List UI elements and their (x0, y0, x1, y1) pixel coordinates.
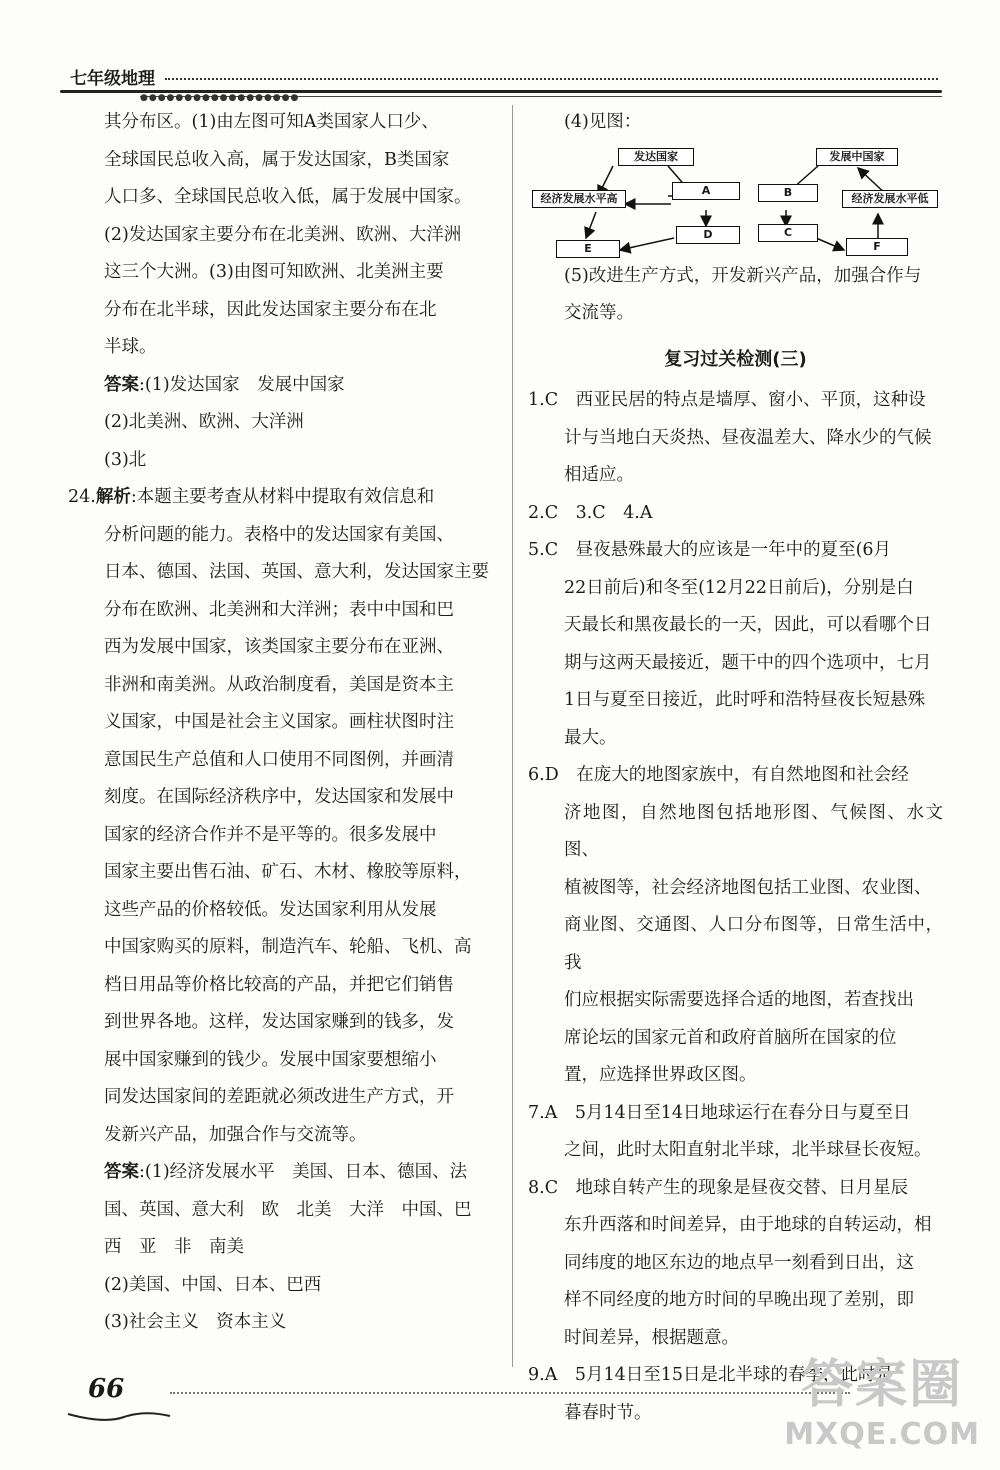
box-c: C (758, 224, 818, 242)
q23-answer-line-2: (2)北美洲、欧洲、大洋洲 (104, 412, 304, 432)
q24-line: 档日用品等价格比较高的产品，并把它们销售 (104, 974, 454, 995)
answer-item-line: 济地图，自然地图包括地形图、气候图、水文图、 (564, 802, 943, 860)
answer-label: 答案 (104, 374, 139, 395)
answer-item-line: 东升西落和时间差异，由于地球的自转运动，相 (564, 1215, 932, 1235)
answer-item-line: 1日与夏至日接近，此时呼和浩特昼夜长短悬殊 (564, 690, 926, 710)
q23-explanation (68, 104, 498, 367)
answer-item-line: 植被图等，社会经济地图包括工业图、农业图、 (564, 877, 932, 898)
watermark-url: MXQE.COM (784, 1417, 980, 1452)
answer-item-line: 商业图、交通图、人口分布图等，日常生活中，我 (564, 915, 943, 973)
q23-line: 这三个大洲。(3)由图可知欧洲、北美洲主要 (104, 262, 444, 282)
q23-answer-line-1 (68, 367, 498, 405)
answer-text: :(1)发达国家 发展中国家 (139, 374, 345, 395)
q24-line: 到世界各地。这样，发达国家赚到的钱多，发 (104, 1012, 454, 1032)
answer-item-first-line: 5.C 昼夜悬殊最大的应该是一年中的夏至(6月 (528, 540, 892, 560)
answer-item-line: 之间，此时太阳直射北半球，北半球昼长夜短。 (564, 1140, 932, 1160)
q23-line: 分布在北半球，因此发达国家主要分布在北 (104, 299, 437, 320)
answer-item-line: 暮春时节。 (564, 1402, 652, 1423)
right-column (528, 104, 943, 1432)
answer-item-first-line: 6.D 在庞大的地图家族中，有自然地图和社会经 (528, 765, 909, 785)
q23-line: 全球国民总收入高，属于发达国家，B类国家 (104, 149, 450, 170)
answer-item-first-line: 7.A 5月14日至14日地球运行在春分日与夏至日 (528, 1102, 911, 1123)
box-e: E (556, 240, 620, 258)
q23-line: (2)发达国家主要分布在北美洲、欧洲、大洋洲 (104, 224, 462, 245)
q24-line: 这些产品的价格较低。发达国家利用从发展 (104, 899, 437, 920)
answer-item-line: 最大。 (564, 727, 617, 748)
answer-item-first-line: 9.A 5月14日至15日是北半球的春季，此时是 (528, 1365, 894, 1385)
q24-line: 分布在欧洲、北美洲和大洋洲；表中中国和巴 (104, 599, 454, 620)
q23-line: 半球。 (104, 337, 157, 357)
analysis-label: 解析 (95, 487, 131, 507)
q24-line: 义国家，中国是社会主义国家。画柱状图时注 (104, 712, 454, 732)
q24-answer-line: 国、英国、意大利 欧 北美 大洋 中国、巴 (104, 1199, 472, 1220)
answer-item-line: 同纬度的地区东边的地点早一刻看到日出，这 (564, 1252, 914, 1273)
q24-line: 日本、德国、法国、英国、意大利，发达国家主要 (104, 562, 489, 582)
item5-line-2: 交流等。 (564, 303, 634, 323)
q24-number: 24. (68, 487, 96, 507)
q24-answer-line: (3)社会主义 资本主义 (104, 1312, 287, 1332)
left-column (68, 104, 498, 1342)
item5-line-1: (5)改进生产方式，开发新兴产品，加强合作与 (564, 265, 922, 286)
answer-item-line: 样不同经度的地方时间的早晚出现了差别，即 (564, 1290, 914, 1310)
q24-line: 同发达国家间的差距就必须改进生产方式，开 (104, 1087, 454, 1107)
answer-item-line: 置，应选择世界政区图。 (564, 1065, 757, 1085)
q24-answer-line: (2)美国、中国、日本、巴西 (104, 1274, 322, 1295)
q23-line: 人口多、全球国民总收入低，属于发展中国家。 (104, 187, 472, 207)
q24-answer (68, 1192, 498, 1342)
answer-item-line: 席论坛的国家元首和政府首脑所在国家的位 (564, 1027, 897, 1048)
page-number: 66 (88, 1374, 125, 1404)
box-developed-countries: 发达国家 (618, 148, 694, 166)
q24-line: 国家的经济合作并不是平等的。很多发展中 (104, 824, 437, 845)
footer-dotted-rule (170, 1392, 850, 1394)
header-title: 七年级地理 (70, 69, 155, 89)
box-eco-high: 经济发展水平高 (532, 190, 626, 208)
answer-item-line: 们应根据实际需要选择合适的地图，若查找出 (564, 990, 914, 1010)
q24-line-0: :本题主要考查从材料中提取有效信息和 (130, 487, 435, 507)
q24-analysis (68, 517, 498, 1155)
q24-line: 展中国家赚到的钱少。发展中国家要想缩小 (104, 1049, 437, 1070)
box-b: B (758, 184, 818, 202)
answer-item-first-line: 8.C 地球自转产生的现象是昼夜交替、日月星辰 (528, 1177, 909, 1198)
box-f: F (846, 238, 908, 256)
q24-line: 非洲和南美洲。从政治制度看，美国是资本主 (104, 674, 454, 695)
answer-item-line: 天最长和黑夜最长的一天，因此，可以看哪个日 (564, 615, 932, 635)
answer-item-line: 期与这两天最接近，题干中的四个选项中，七月 (564, 652, 932, 673)
answer-item-line: 计与当地白天炎热、昼夜温差大、降水少的气候 (564, 427, 932, 448)
q23-line: 其分布区。(1)由左图可知A类国家人口少、 (104, 112, 439, 132)
flow-diagram (528, 146, 943, 258)
q24-answer-0: :(1)经济发展水平 美国、日本、德国、法 (139, 1162, 468, 1182)
answer-item-line: 22日前后)和冬至(12月22日前后)，分别是白 (564, 577, 914, 598)
q24-line: 意国民生产总值和人口使用不同图例，并画清 (104, 749, 454, 770)
q24-line: 国家主要出售石油、矿石、木材、橡胶等原料， (104, 862, 472, 882)
review-answers (528, 382, 943, 1432)
q24-line: 西为发展中国家，该类国家主要分布在亚洲、 (104, 637, 454, 657)
watermark-logo-text: 答案圈 (801, 1355, 964, 1415)
box-a: A (672, 182, 740, 200)
answer-item-line: 时间差异，根据题意。 (564, 1327, 739, 1348)
watermark (784, 1342, 980, 1452)
section-title: 复习过关检测(三) (664, 348, 807, 370)
q23-answer-line-3: (3)北 (104, 449, 147, 470)
answer-label: 答案 (104, 1162, 139, 1182)
answer-item-first-line: 2.C 3.C 4.A (528, 502, 653, 523)
q24-line: 分析问题的能力。表格中的发达国家有美国、 (104, 524, 454, 545)
answer-item-line: 相适应。 (564, 465, 634, 485)
q24-first-line (68, 479, 498, 517)
footer-swash (64, 1410, 174, 1424)
see-figure: (4)见图： (564, 112, 642, 132)
column-divider (512, 105, 513, 1367)
q24-line: 中国家购买的原料，制造汽车、轮船、飞机、高 (104, 937, 472, 957)
box-d: D (676, 226, 740, 244)
box-eco-low: 经济发展水平低 (842, 190, 938, 208)
q24-answer-first (68, 1154, 498, 1192)
header-beads: ●●●●●●●●●●●●●●●●●● (140, 93, 300, 103)
header-dotted-rule (165, 78, 938, 80)
q24-line: 发新兴产品，加强合作与交流等。 (104, 1124, 367, 1145)
answer-item-first-line: 1.C 西亚民居的特点是墙厚、窗小、平顶，这种设 (528, 390, 926, 410)
box-developing-countries: 发展中国家 (816, 148, 898, 166)
q24-answer-line: 西 亚 非 南美 (104, 1237, 244, 1257)
q24-line: 刻度。在国际经济秩序中，发达国家和发展中 (104, 787, 454, 807)
